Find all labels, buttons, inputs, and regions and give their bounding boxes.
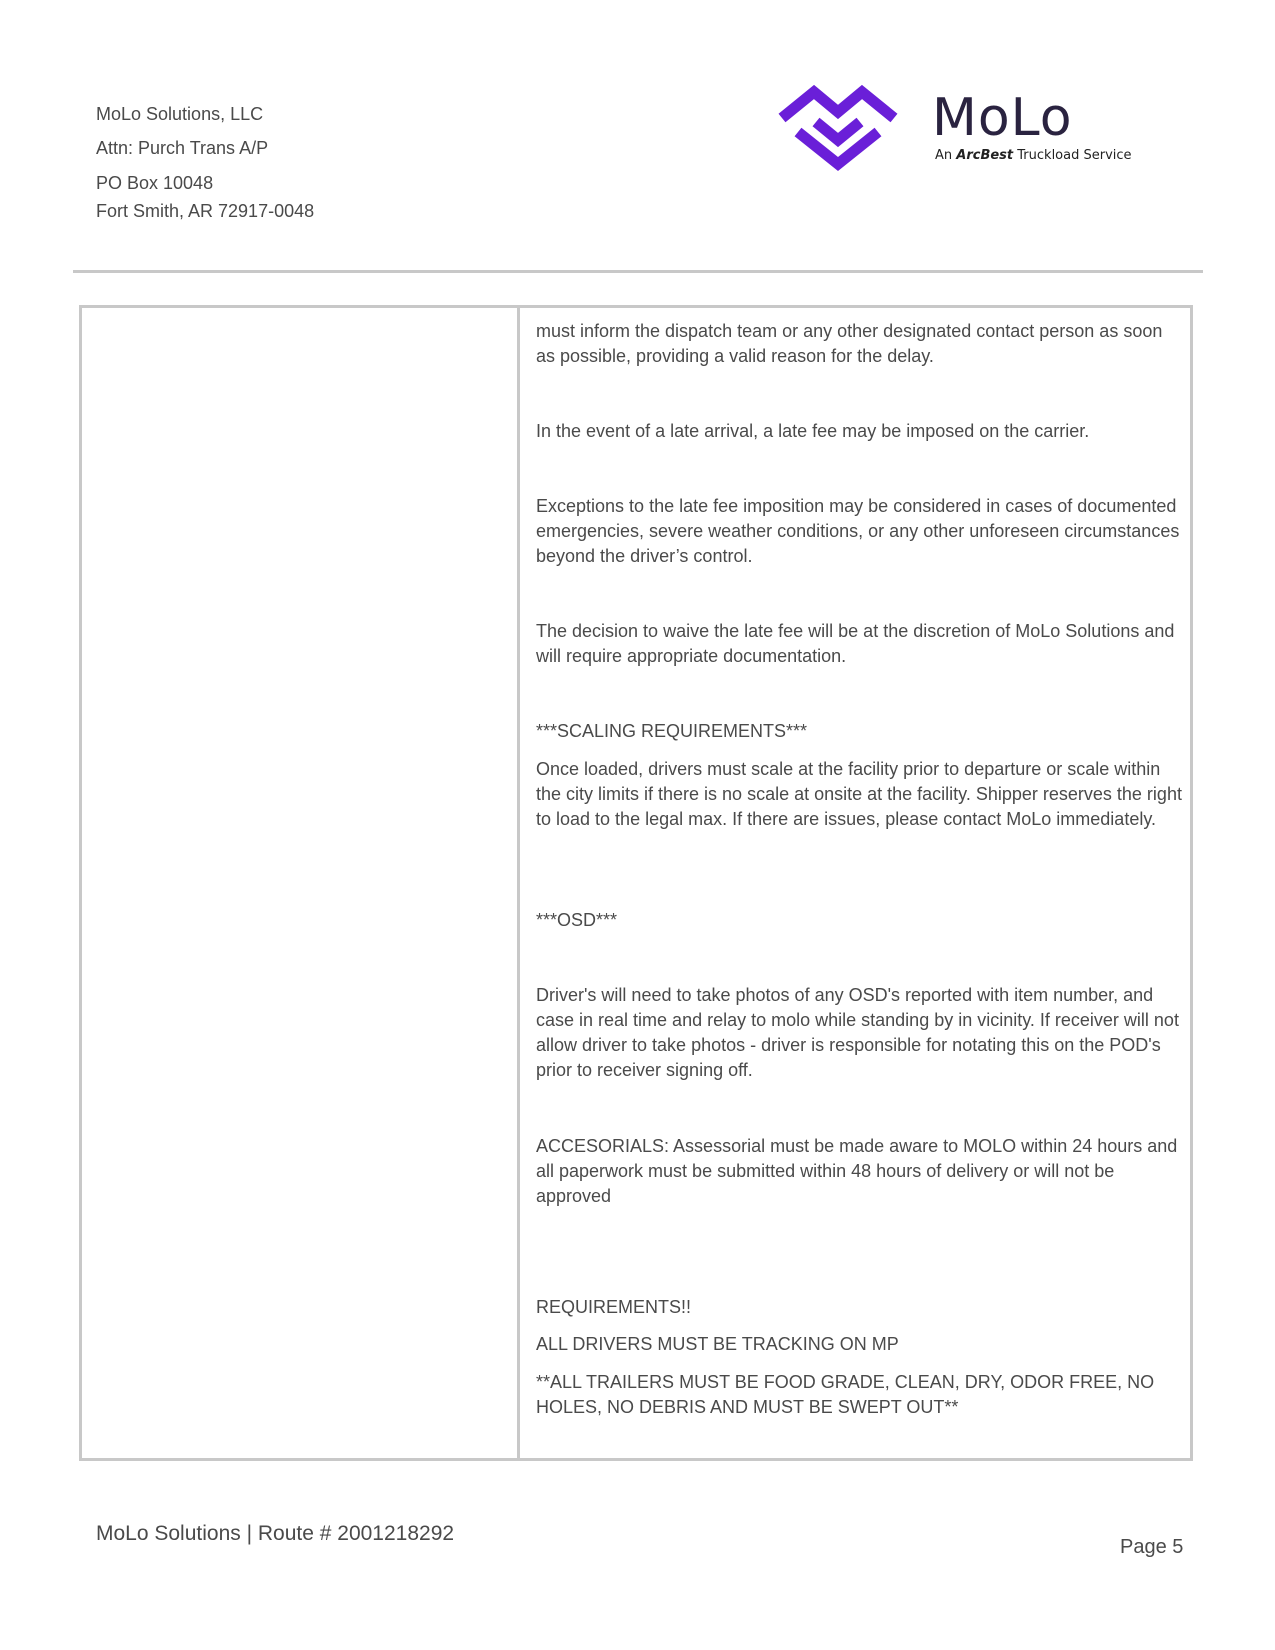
- brand-tagline: [935, 148, 1132, 163]
- po-box: PO Box 10048: [96, 173, 214, 193]
- company-name: MoLo Solutions, LLC: [96, 104, 264, 124]
- brand-name: MoLo: [932, 88, 1073, 148]
- paragraph-scaling: Once loaded, drivers must scale at the facility prior to departure or scale within the city limits if there is no scale at onsite at the facility. Shipper reserves the right to load to the legal max. If there are issues, please contact MoLo immediately.: [536, 759, 1182, 829]
- column-divider: [517, 308, 520, 1458]
- requirement-trailers: **ALL TRAILERS MUST BE FOOD GRADE, CLEAN, DRY, ODOR FREE, NO HOLES, NO DEBRIS AND MUST BE SWEPT OUT**: [536, 1372, 1155, 1417]
- molo-logo: [776, 84, 1156, 176]
- heading-requirements: REQUIREMENTS!!: [536, 1297, 692, 1317]
- page-number: Page 5: [1120, 1536, 1184, 1558]
- molo-mark-icon: [776, 84, 916, 176]
- tagline-prefix: An: [935, 148, 953, 163]
- footer-route: MoLo Solutions | Route # 2001218292: [96, 1522, 455, 1545]
- paragraph-waive-decision: The decision to waive the late fee will be at the discretion of MoLo Solutions and will require appropriate documentation.: [536, 621, 1175, 666]
- attention-line: Attn: Purch Trans A/P: [96, 138, 269, 158]
- requirement-tracking: ALL DRIVERS MUST BE TRACKING ON MP: [536, 1334, 899, 1354]
- paragraph-osd: Driver's will need to take photos of any OSD's reported with item number, and case in real time and relay to molo while standing by in vicinity. If receiver will not allow driver to take photos - driver is responsible for notating this on the POD's prior to receiver signing off.: [536, 985, 1179, 1080]
- tagline-brand: ArcBest: [956, 148, 1014, 163]
- header-divider: [73, 270, 1203, 273]
- paragraph-late-fee: In the event of a late arrival, a late fee may be imposed on the carrier.: [536, 421, 1090, 441]
- empty-left-cell: [82, 308, 517, 1458]
- paragraph-delay-notice: must inform the dispatch team or any other designated contact person as soon as possible, providing a valid reason for the delay.: [536, 321, 1163, 366]
- instructions-table: [79, 305, 1193, 1461]
- paragraph-exceptions: Exceptions to the late fee imposition may be considered in cases of documented emergencies, severe weather conditions, or any other unforeseen circumstances beyond the driver’s control.: [536, 496, 1180, 566]
- tagline-suffix: Truckload Service: [1017, 148, 1132, 163]
- city-state-zip: Fort Smith, AR 72917-0048: [96, 201, 315, 221]
- heading-scaling-requirements: ***SCALING REQUIREMENTS***: [536, 721, 808, 741]
- heading-osd: ***OSD***: [536, 910, 618, 930]
- paragraph-accessorials: ACCESORIALS: Assessorial must be made aware to MOLO within 24 hours and all paperwork must be submitted within 48 hours of delivery or will not be approved: [536, 1136, 1178, 1206]
